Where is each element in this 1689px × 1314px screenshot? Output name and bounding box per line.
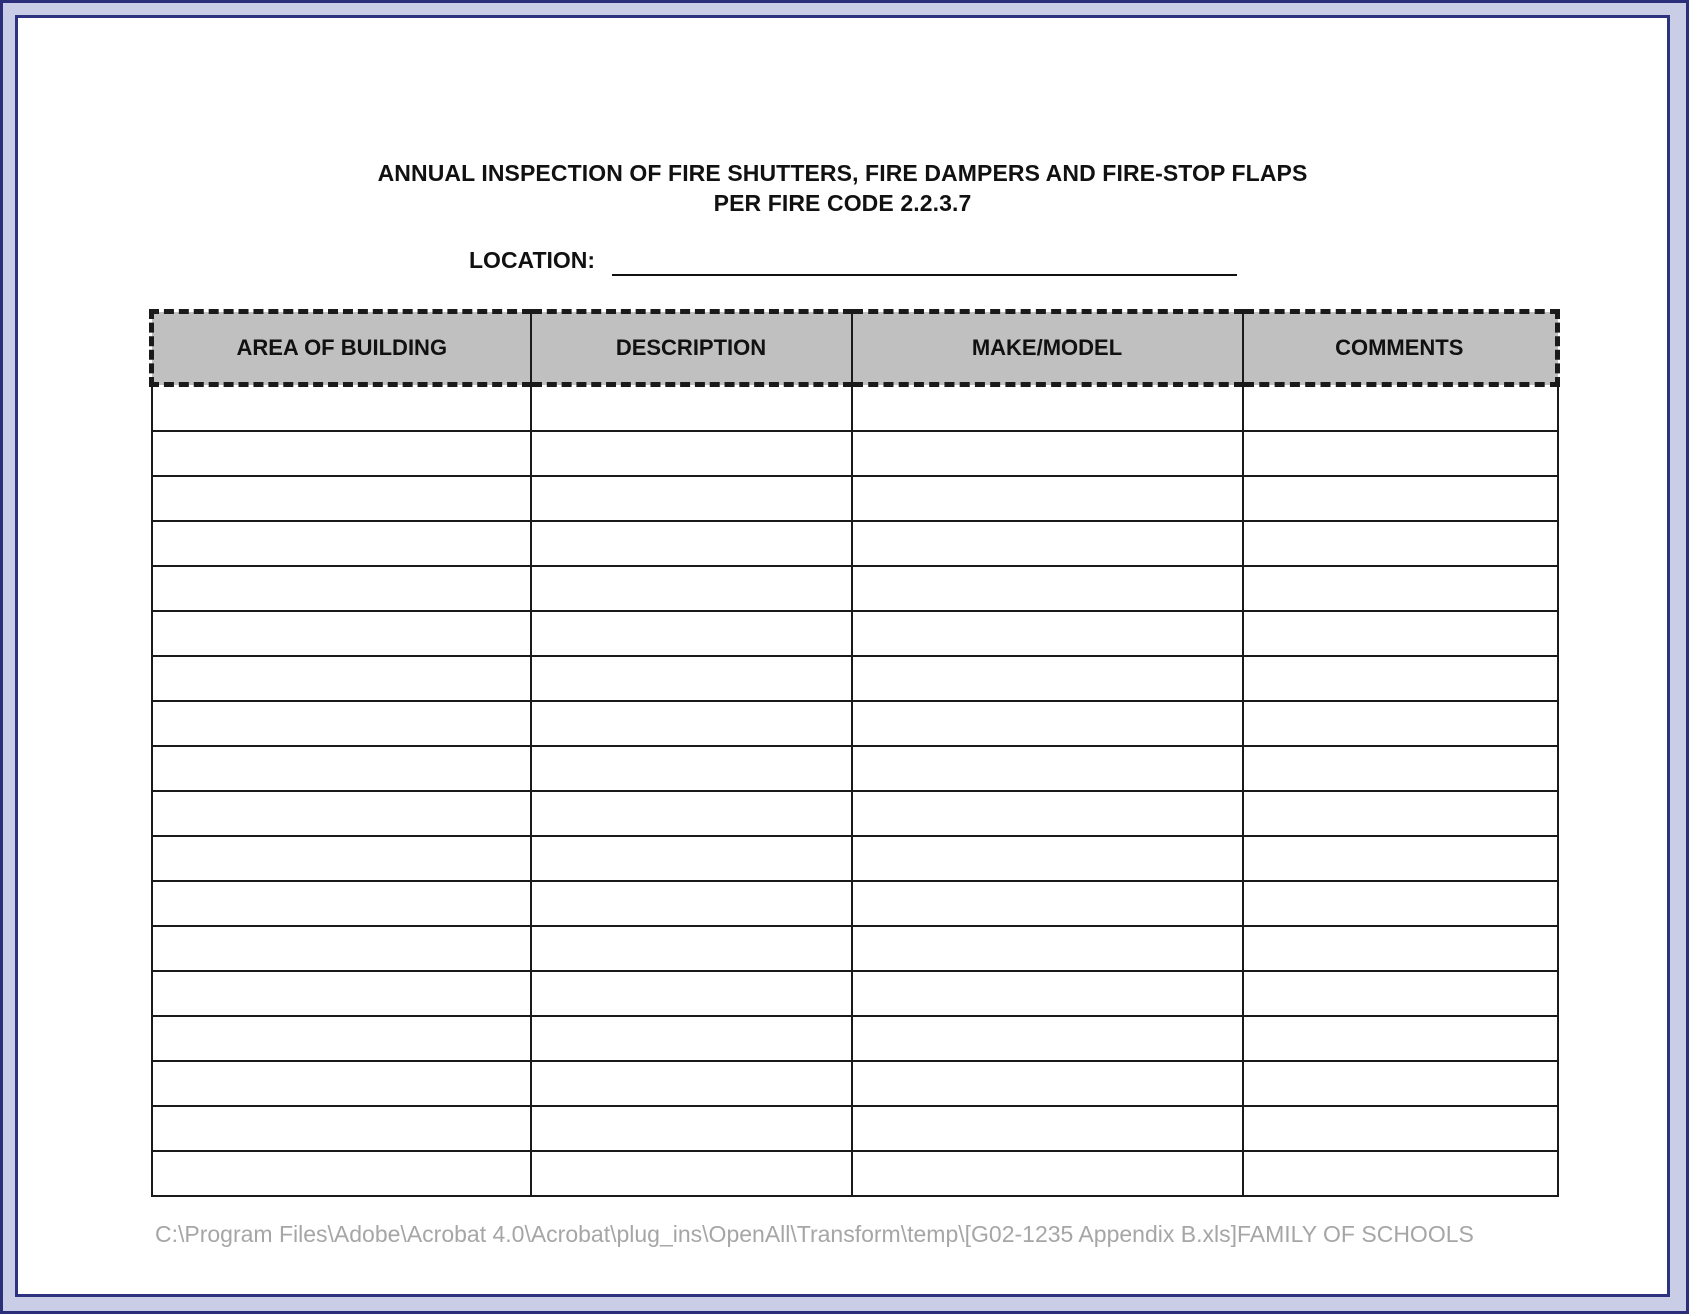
- comments-cell[interactable]: [1243, 521, 1558, 566]
- make-model-cell[interactable]: [852, 701, 1243, 746]
- area-of-building-cell[interactable]: [152, 611, 531, 656]
- make-model-cell[interactable]: [852, 971, 1243, 1016]
- make-model-cell[interactable]: [852, 926, 1243, 971]
- comments-cell[interactable]: [1243, 926, 1558, 971]
- description-cell[interactable]: [531, 1106, 852, 1151]
- make-model-cell[interactable]: [852, 431, 1243, 476]
- make-model-cell[interactable]: [852, 1106, 1243, 1151]
- description-cell[interactable]: [531, 476, 852, 521]
- description-cell[interactable]: [531, 701, 852, 746]
- make-model-cell[interactable]: [852, 881, 1243, 926]
- table-row: [152, 926, 1558, 971]
- location-field[interactable]: [612, 274, 1237, 276]
- description-cell[interactable]: [531, 971, 852, 1016]
- column-header-area-of-building: AREA OF BUILDING: [152, 312, 531, 385]
- table-row: [152, 1016, 1558, 1061]
- column-header-make-model: MAKE/MODEL: [852, 312, 1243, 385]
- description-cell[interactable]: [531, 881, 852, 926]
- comments-cell[interactable]: [1243, 791, 1558, 836]
- description-cell[interactable]: [531, 385, 852, 432]
- document-subtitle: PER FIRE CODE 2.2.3.7: [713, 190, 972, 216]
- table-row: [152, 701, 1558, 746]
- area-of-building-cell[interactable]: [152, 476, 531, 521]
- area-of-building-cell[interactable]: [152, 1106, 531, 1151]
- table-row: [152, 1151, 1558, 1196]
- make-model-cell[interactable]: [852, 1151, 1243, 1196]
- table-row: [152, 521, 1558, 566]
- table-header-row: [152, 312, 1558, 385]
- table-row: [152, 881, 1558, 926]
- comments-cell[interactable]: [1243, 476, 1558, 521]
- description-cell[interactable]: [531, 836, 852, 881]
- area-of-building-cell[interactable]: [152, 701, 531, 746]
- table-row: [152, 476, 1558, 521]
- comments-cell[interactable]: [1243, 1061, 1558, 1106]
- description-cell[interactable]: [531, 431, 852, 476]
- comments-cell[interactable]: [1243, 881, 1558, 926]
- table-row: [152, 746, 1558, 791]
- area-of-building-cell[interactable]: [152, 836, 531, 881]
- description-cell[interactable]: [531, 791, 852, 836]
- document-title: ANNUAL INSPECTION OF FIRE SHUTTERS, FIRE DAMPERS AND FIRE-STOP FLAPS: [377, 160, 1308, 186]
- make-model-cell[interactable]: [852, 476, 1243, 521]
- area-of-building-cell[interactable]: [152, 971, 531, 1016]
- table-body: [152, 385, 1558, 1197]
- make-model-cell[interactable]: [852, 611, 1243, 656]
- table-row: [152, 1061, 1558, 1106]
- make-model-cell[interactable]: [852, 566, 1243, 611]
- comments-cell[interactable]: [1243, 566, 1558, 611]
- description-cell[interactable]: [531, 1061, 852, 1106]
- description-cell[interactable]: [531, 611, 852, 656]
- table-row: [152, 566, 1558, 611]
- area-of-building-cell[interactable]: [152, 566, 531, 611]
- description-cell[interactable]: [531, 1151, 852, 1196]
- area-of-building-cell[interactable]: [152, 1151, 531, 1196]
- description-cell[interactable]: [531, 656, 852, 701]
- comments-cell[interactable]: [1243, 1106, 1558, 1151]
- make-model-cell[interactable]: [852, 836, 1243, 881]
- make-model-cell[interactable]: [852, 1061, 1243, 1106]
- location-label: LOCATION:: [469, 247, 596, 273]
- table-row: [152, 1106, 1558, 1151]
- document-page: [15, 15, 1670, 1297]
- table-row: [152, 791, 1558, 836]
- area-of-building-cell[interactable]: [152, 385, 531, 432]
- table-row: [152, 836, 1558, 881]
- column-header-comments: COMMENTS: [1243, 312, 1558, 385]
- comments-cell[interactable]: [1243, 656, 1558, 701]
- table-row: [152, 385, 1558, 432]
- area-of-building-cell[interactable]: [152, 1016, 531, 1061]
- area-of-building-cell[interactable]: [152, 746, 531, 791]
- description-cell[interactable]: [531, 566, 852, 611]
- comments-cell[interactable]: [1243, 611, 1558, 656]
- comments-cell[interactable]: [1243, 701, 1558, 746]
- make-model-cell[interactable]: [852, 521, 1243, 566]
- area-of-building-cell[interactable]: [152, 926, 531, 971]
- make-model-cell[interactable]: [852, 385, 1243, 432]
- table-row: [152, 431, 1558, 476]
- comments-cell[interactable]: [1243, 385, 1558, 432]
- comments-cell[interactable]: [1243, 836, 1558, 881]
- table-row: [152, 656, 1558, 701]
- table-row: [152, 971, 1558, 1016]
- make-model-cell[interactable]: [852, 1016, 1243, 1061]
- comments-cell[interactable]: [1243, 746, 1558, 791]
- description-cell[interactable]: [531, 746, 852, 791]
- make-model-cell[interactable]: [852, 656, 1243, 701]
- comments-cell[interactable]: [1243, 1016, 1558, 1061]
- make-model-cell[interactable]: [852, 746, 1243, 791]
- make-model-cell[interactable]: [852, 791, 1243, 836]
- file-path-footer: C:\Program Files\Adobe\Acrobat 4.0\Acrobat\plug_ins\OpenAll\Transform\temp\[G02-1235 Appendix B.xls]FAMILY OF SCHOOLS: [155, 1221, 1474, 1247]
- description-cell[interactable]: [531, 1016, 852, 1061]
- area-of-building-cell[interactable]: [152, 1061, 531, 1106]
- area-of-building-cell[interactable]: [152, 656, 531, 701]
- description-cell[interactable]: [531, 521, 852, 566]
- comments-cell[interactable]: [1243, 431, 1558, 476]
- table-row: [152, 611, 1558, 656]
- comments-cell[interactable]: [1243, 1151, 1558, 1196]
- area-of-building-cell[interactable]: [152, 791, 531, 836]
- area-of-building-cell[interactable]: [152, 521, 531, 566]
- area-of-building-cell[interactable]: [152, 881, 531, 926]
- area-of-building-cell[interactable]: [152, 431, 531, 476]
- column-header-description: DESCRIPTION: [531, 312, 852, 385]
- inspection-table: [149, 309, 1560, 1197]
- description-cell[interactable]: [531, 926, 852, 971]
- comments-cell[interactable]: [1243, 971, 1558, 1016]
